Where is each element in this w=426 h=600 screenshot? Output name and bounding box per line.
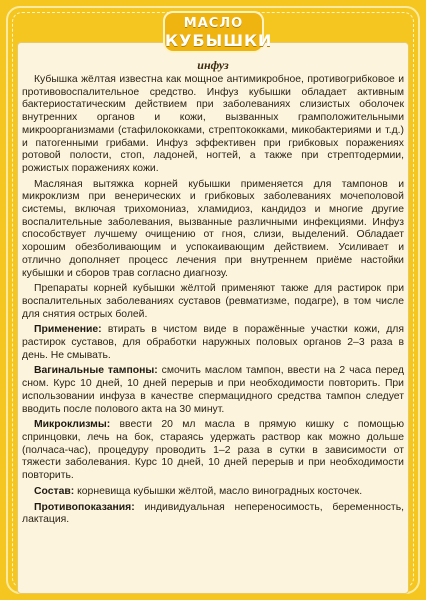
title-plate bbox=[163, 11, 273, 53]
title-line-2: КУБЫШКИ bbox=[165, 31, 273, 50]
subtitle: инфуз bbox=[197, 58, 229, 72]
paragraph-usage: Применение: втирать в чистом виде в поражённые участки кожи, для растирок суставов, для обработки наружных половых органов 2–3 раза в день. Не смывать. bbox=[22, 324, 404, 361]
description-text bbox=[22, 74, 404, 530]
usage-label: Применение: bbox=[34, 324, 102, 336]
paragraph-oil-extract: Масляная вытяжка корней кубышки применяется для тампонов и микроклизм при венерических и грибковых заболеваниях мочеполовой системы, включая трихомониаз, хламидиоз, кандидоз и многие другие воспалительные заболевания, вызванные различными инфекциями. Инфуз способствует лучшему очищению от гноя, слизи, выделений. Обладает хорошим обезболивающим и успокаивающим действием. Усиливает и отлично дополняет процесс лечения при внутреннем приёме настойки кубышки и сборов трав согласно диагнозу. bbox=[22, 178, 404, 279]
microclysters-label: Микроклизмы: bbox=[34, 419, 111, 431]
title-line-1: МАСЛО bbox=[183, 16, 244, 31]
paragraph-microclysters: Микроклизмы: ввести 20 мл масла в прямую кишку с помощью спринцовки, лечь на бок, стараясь удержать раствор как можно дольше (полчаса-час), процедуру проводить 1–2 раза в сутки в зависимости от тяжести заболевания. Курс 10 дней, 10 дней перерыв и при необходимости повторить. bbox=[22, 419, 404, 482]
contraindications-label: Противопоказания: bbox=[34, 501, 135, 513]
paragraph-composition: Состав: корневища кубышки жёлтой, масло виноградных косточек. bbox=[34, 485, 363, 497]
composition-label: Состав: bbox=[34, 485, 75, 497]
paragraph-joints: Препараты корней кубышки жёлтой применяют также для растирок при воспалительных заболеваниях суставов (ревматизме, подагре), в том числе для снятия острых болей. bbox=[22, 283, 404, 320]
tampons-label: Вагинальные тампоны: bbox=[34, 365, 158, 377]
paragraph-tampons: Вагинальные тампоны: смочить маслом тампон, ввести на 2 часа перед сном. Курс 10 дней, 10 дней перерыв и при необходимости повторить. При использовании инфуза в качестве спермацидного средства тампон следует вводить после полового акта на 30 минут. bbox=[22, 365, 404, 415]
paragraph-contraindications: Противопоказания: индивидуальная непереносимость, беременность, лактация. bbox=[22, 501, 404, 526]
paragraph-intro: Кубышка жёлтая известна как мощное антимикробное, противогрибковое и противовоспалительное средство. Инфуз кубышки обладает активным бактериостатическим действием при заболеваниях слизистых оболочек внутренних органов и кожи, вызванных грамположительными микроорганизмами (стафилококками, стрептококками, микобактериями и т.д.) и патогенными грибами. Инфуз эффективен при грибковых поражениях ротовой полости, стоп, ладоней, ногтей, а также при стрептодермии, рожистых поражениях кожи. bbox=[22, 74, 404, 174]
